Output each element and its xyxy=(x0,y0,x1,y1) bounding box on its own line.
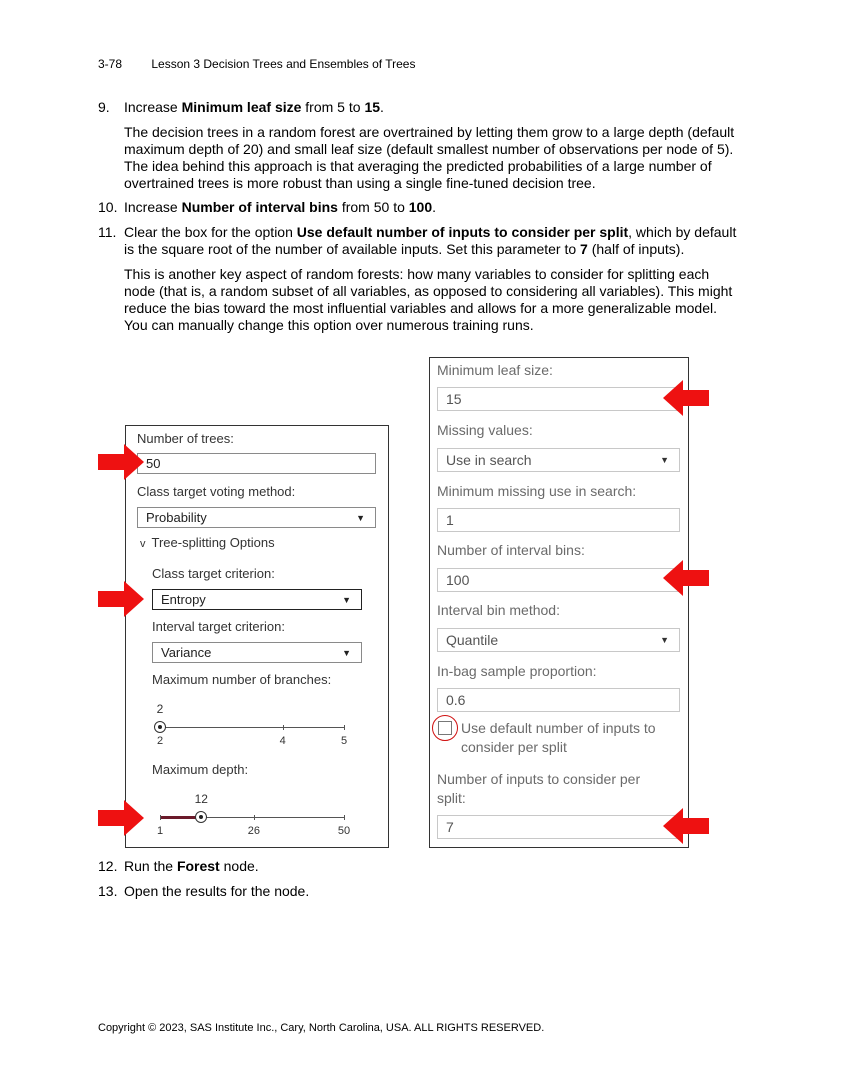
inbag-label: In-bag sample proportion: xyxy=(437,663,597,679)
voting-method-select[interactable] xyxy=(137,507,376,528)
text: Clear the box for the option xyxy=(124,224,297,240)
max-depth-slider[interactable] xyxy=(156,792,351,842)
step-9 xyxy=(98,99,738,192)
caret-down-icon: ▼ xyxy=(356,512,365,523)
step-explanation: The decision trees in a random forest are overtrained by letting them grow to a large depth (default maximum depth of 20) and small leaf size (default smallest number of observations per node of 5). The idea behind this approach is that averaging the predicted probabilities of a large number of overtrained trees is more robust than using a single fine-tuned decision tree. xyxy=(124,124,735,191)
caret-down-icon: ▼ xyxy=(342,647,351,658)
label-line: split: xyxy=(437,790,466,806)
lesson-title: Lesson 3 Decision Trees and Ensembles of Trees xyxy=(151,57,416,71)
option-name: Number of interval bins xyxy=(181,199,338,215)
copyright-footer: Copyright © 2023, SAS Institute Inc., Cary, North Carolina, USA. ALL RIGHTS RESERVED. xyxy=(98,1022,545,1034)
callout-arrow-left-icon xyxy=(663,808,709,844)
num-trees-input[interactable] xyxy=(137,453,376,474)
step-10 xyxy=(98,199,738,216)
slider-tick-label: 5 xyxy=(340,735,348,747)
max-branches-slider[interactable] xyxy=(156,702,348,752)
step-instruction: Open the results for the node. xyxy=(124,883,310,899)
slider-tick xyxy=(160,815,161,820)
slider-tick xyxy=(254,815,255,820)
step-instruction xyxy=(124,199,738,216)
text: . xyxy=(432,199,437,215)
bin-method-select[interactable] xyxy=(437,628,680,652)
text: from 5 to xyxy=(301,99,365,115)
slider-thumb[interactable] xyxy=(195,811,207,823)
step-12 xyxy=(98,858,738,875)
slider-tick-label: 1 xyxy=(156,825,164,837)
chevron-down-icon: v xyxy=(140,538,146,550)
voting-method-value: Probability xyxy=(146,510,207,525)
inputs-per-split-value: 7 xyxy=(446,819,454,835)
bin-method-value: Quantile xyxy=(446,632,499,648)
text: node. xyxy=(219,858,259,874)
label-line: Use default number of inputs to xyxy=(461,720,656,736)
inbag-value: 0.6 xyxy=(446,692,466,708)
inbag-input[interactable] xyxy=(437,688,680,712)
callout-arrow-right-icon xyxy=(98,800,144,836)
num-trees-label: Number of trees: xyxy=(137,431,234,446)
missing-values-label: Missing values: xyxy=(437,422,533,438)
option-value: 100 xyxy=(408,199,433,215)
missing-values-select[interactable] xyxy=(437,448,680,472)
step-number: 11. xyxy=(98,224,117,240)
slider-tick-label: 4 xyxy=(279,735,286,747)
min-missing-input[interactable] xyxy=(437,508,680,532)
inputs-per-split-input[interactable] xyxy=(437,815,680,839)
voting-method-label: Class target voting method: xyxy=(137,484,296,499)
min-missing-value: 1 xyxy=(446,512,454,528)
section-title: Tree-splitting Options xyxy=(151,535,275,550)
inputs-per-split-label xyxy=(437,770,640,808)
step-13 xyxy=(98,883,738,900)
class-criterion-value: Entropy xyxy=(161,592,206,607)
max-depth-label: Maximum depth: xyxy=(152,762,249,777)
interval-criterion-select[interactable] xyxy=(152,642,362,663)
slider-tick-label: 26 xyxy=(247,825,260,837)
min-leaf-label: Minimum leaf size: xyxy=(437,362,553,378)
label-line: consider per split xyxy=(461,739,567,755)
bin-method-label: Interval bin method: xyxy=(437,602,560,618)
label-line: Number of inputs to consider per xyxy=(437,771,641,787)
text: Increase xyxy=(124,199,182,215)
min-missing-label: Minimum missing use in search: xyxy=(437,483,637,499)
slider-tick xyxy=(283,725,284,730)
interval-bins-input[interactable] xyxy=(437,568,680,592)
slider-thumb[interactable] xyxy=(154,721,166,733)
option-name: Use default number of inputs to consider per split xyxy=(296,224,629,240)
caret-down-icon: ▼ xyxy=(660,635,669,645)
text: . xyxy=(380,99,384,115)
option-name: Minimum leaf size xyxy=(181,99,302,115)
slider-value-label: 2 xyxy=(156,702,164,716)
text: (half of inputs). xyxy=(587,241,685,257)
step-instruction xyxy=(124,99,738,116)
step-number: 13. xyxy=(98,883,118,899)
class-criterion-select[interactable] xyxy=(152,589,362,610)
forest-options-panel-right xyxy=(429,357,689,848)
min-leaf-input[interactable] xyxy=(437,387,680,411)
use-default-inputs-label xyxy=(461,719,656,757)
step-explanation: This is another key aspect of random forests: how many variables to consider for splitting each node (that is, a random subset of all variables, as opposed to considering all variables). This might reduce the bias toward the most influential variables and allows for a more generalizable model. You can manually change this option over numerous training runs. xyxy=(124,266,733,333)
slider-value-label: 12 xyxy=(194,792,208,806)
num-trees-value: 50 xyxy=(146,456,161,471)
step-11 xyxy=(98,224,738,334)
tree-splitting-section-toggle[interactable] xyxy=(140,535,275,550)
option-value: 15 xyxy=(364,99,381,115)
forest-options-panel-left xyxy=(125,425,389,848)
step-number: 10. xyxy=(98,199,118,215)
text: Increase xyxy=(124,99,182,115)
page-header xyxy=(98,57,415,71)
interval-criterion-label: Interval target criterion: xyxy=(152,619,285,634)
callout-arrow-right-icon xyxy=(98,581,144,617)
interval-bins-value: 100 xyxy=(446,572,470,588)
slider-tick-label: 50 xyxy=(337,825,351,837)
step-instruction xyxy=(124,224,738,258)
node-name: Forest xyxy=(176,858,220,874)
step-number: 9. xyxy=(98,99,110,115)
text: , which by default is the square root of the number of available inputs. Set this parameter to xyxy=(124,224,737,257)
callout-arrow-left-icon xyxy=(663,560,709,596)
slider-tick-label: 2 xyxy=(156,735,164,747)
caret-down-icon: ▼ xyxy=(342,594,351,605)
caret-down-icon: ▼ xyxy=(660,455,669,465)
use-default-inputs-checkbox[interactable] xyxy=(438,721,452,735)
callout-arrow-left-icon xyxy=(663,380,709,416)
text: from 50 to xyxy=(337,199,409,215)
callout-arrow-right-icon xyxy=(98,444,144,480)
slider-tick xyxy=(344,725,345,730)
missing-values-value: Use in search xyxy=(446,452,532,468)
max-branches-label: Maximum number of branches: xyxy=(152,672,332,687)
min-leaf-value: 15 xyxy=(446,391,462,407)
slider-track xyxy=(160,727,344,728)
class-criterion-label: Class target criterion: xyxy=(152,566,275,581)
page-number: 3-78 xyxy=(98,57,123,71)
step-number: 12. xyxy=(98,858,118,874)
interval-bins-label: Number of interval bins: xyxy=(437,542,585,558)
option-value: 7 xyxy=(580,241,588,257)
slider-tick xyxy=(344,815,345,820)
text: Run the xyxy=(124,858,177,874)
interval-criterion-value: Variance xyxy=(161,645,212,660)
